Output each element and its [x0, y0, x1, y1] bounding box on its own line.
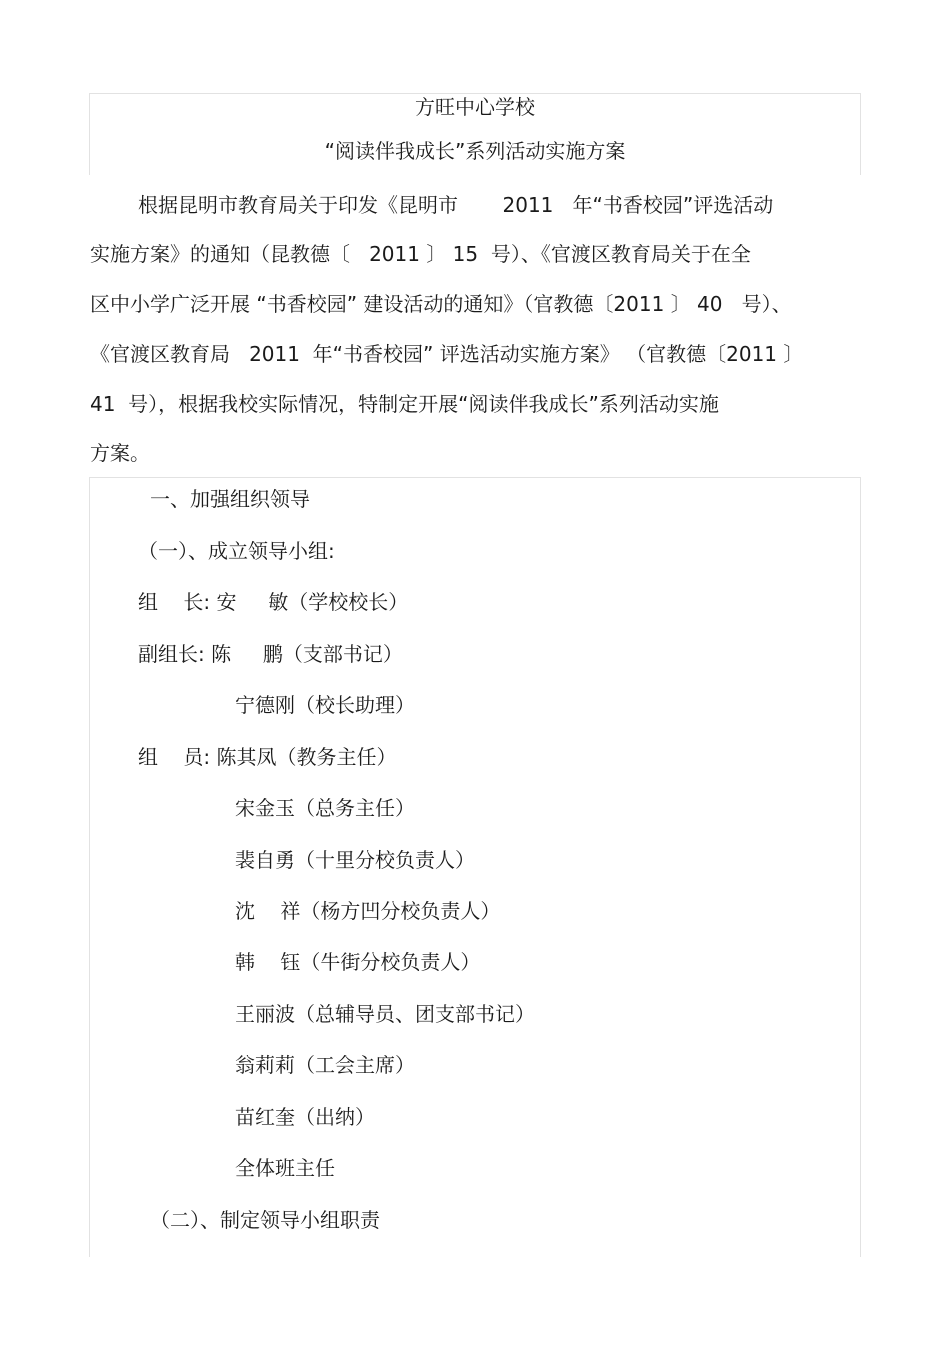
intro-line-1: 根据昆明市教育局关于印发《昆明市 2011 年“书香校园”评选活动	[138, 193, 774, 217]
member-line-first: 组 员: 陈其凤（教务主任）	[138, 745, 397, 769]
intro-line-2: 实施方案》的通知（昆教德〔 2011 〕 15 号）、《官渡区教育局关于在全	[90, 242, 751, 266]
member-line: 韩 钰（牛街分校负责人）	[235, 950, 481, 974]
member-line: 裴自勇（十里分校负责人）	[235, 848, 475, 872]
deputy-line-2: 宁德刚（校长助理）	[235, 693, 415, 717]
subsection-2: （二）、制定领导小组职责	[150, 1208, 380, 1232]
member-line: 王丽波（总辅导员、团支部书记）	[235, 1002, 535, 1026]
intro-line-5: 41 号），根据我校实际情况，特制定开展“阅读伴我成长”系列活动实施	[90, 392, 719, 416]
intro-line-4: 《官渡区教育局 2011 年“书香校园” 评选活动实施方案》 （官教德〔2011 〕	[90, 342, 804, 366]
member-line: 沈 祥（杨方凹分校负责人）	[235, 899, 501, 923]
leader-line: 组 长: 安 敏（学校校长）	[138, 590, 409, 614]
school-name: 方旺中心学校	[415, 95, 535, 119]
member-line: 苗红奎（出纳）	[235, 1105, 375, 1129]
intro-line-3: 区中小学广泛开展 “书香校园” 建设活动的通知》（官教德〔2011 〕 40 号）、	[90, 292, 792, 316]
subsection-1: （一）、成立领导小组:	[138, 539, 335, 563]
member-line: 宋金玉（总务主任）	[235, 796, 415, 820]
section-heading: 一、加强组织领导	[150, 487, 310, 511]
plan-title: “阅读伴我成长”系列活动实施方案	[324, 139, 626, 163]
deputy-line: 副组长: 陈 鹏（支部书记）	[138, 642, 403, 666]
member-line: 翁莉莉（工会主席）	[235, 1053, 415, 1077]
intro-line-6: 方案。	[90, 441, 150, 465]
member-line: 全体班主任	[235, 1156, 335, 1180]
